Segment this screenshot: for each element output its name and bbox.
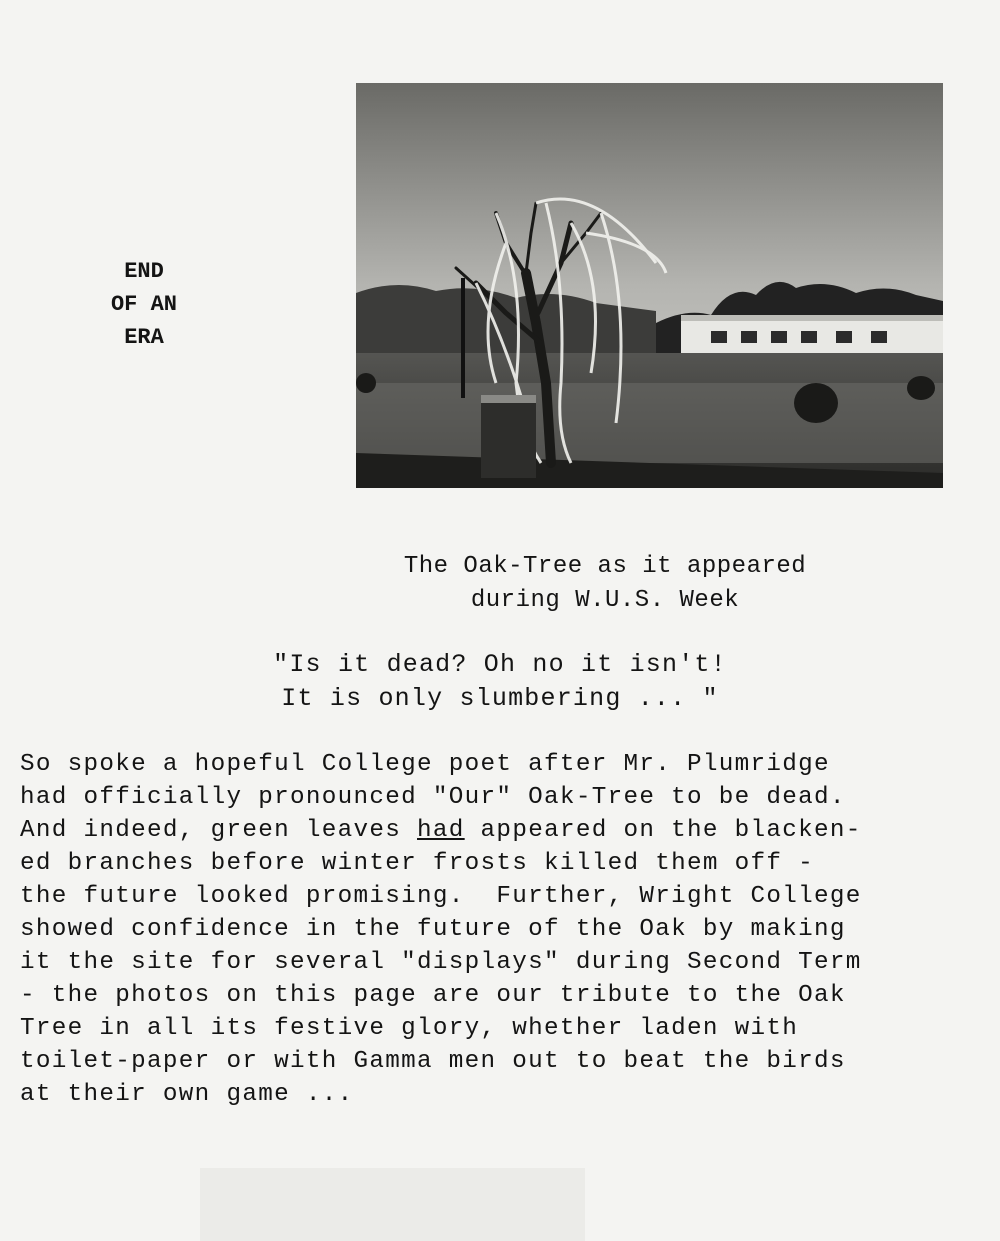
title-line: OF AN <box>110 292 177 317</box>
oak-tree-photo <box>356 83 943 488</box>
body-text-span: appeared on the blacken- <box>464 817 862 844</box>
body-line: toilet-paper or with Gamma men out to beat the birds <box>20 1048 846 1075</box>
poem-quote <box>190 648 810 716</box>
body-line: it the site for several "displays" during Second Term <box>20 949 862 976</box>
body-line: at their own game ... <box>20 1081 354 1108</box>
quote-line: It is only slumbering ... " <box>281 684 719 713</box>
body-line: - the photos on this page are our tribute to the Oak <box>20 982 846 1009</box>
body-text-span: And indeed, green leaves <box>20 817 418 844</box>
caption-line: The Oak-Tree as it appeared <box>403 553 807 580</box>
title-line: END <box>124 259 164 284</box>
body-line: had officially pronounced "Our" Oak-Tree to be dead. <box>20 784 846 811</box>
title-line: ERA <box>124 325 164 350</box>
article-body <box>20 748 980 1111</box>
photo-caption <box>330 550 880 618</box>
underlined-word: had <box>417 817 465 844</box>
article-title <box>98 255 190 354</box>
body-line: showed confidence in the future of the Oak by making <box>20 916 846 943</box>
quote-line: "Is it dead? Oh no it isn't! <box>273 650 727 679</box>
body-line: ed branches before winter frosts killed them off - <box>20 850 815 877</box>
body-line: So spoke a hopeful College poet after Mr. Plumridge <box>20 751 830 778</box>
body-line <box>20 814 980 847</box>
page-edge-shadow <box>200 1168 585 1241</box>
caption-line: during W.U.S. Week <box>470 587 740 614</box>
body-line: the future looked promising. Further, Wright College <box>20 883 862 910</box>
body-line: Tree in all its festive glory, whether laden with <box>20 1015 799 1042</box>
